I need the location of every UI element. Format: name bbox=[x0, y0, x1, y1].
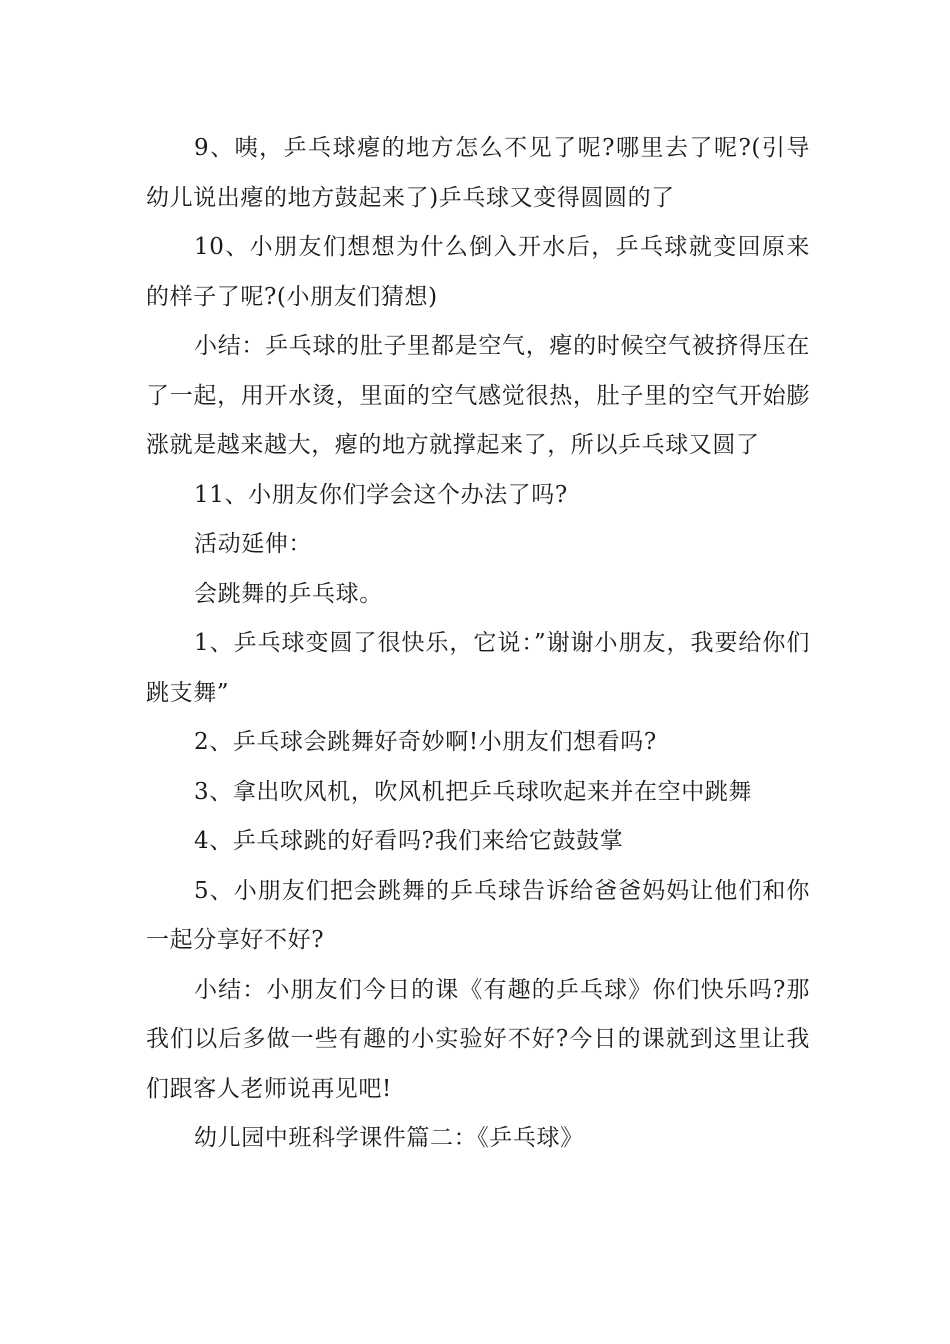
paragraph-item-9: 9、咦，乒乓球瘪的地方怎么不见了呢?哪里去了呢?(引导幼儿说出瘪的地方鼓起来了)乒乓球又变得圆圆的了 bbox=[146, 135, 810, 211]
section-heading-extension: 活动延伸： bbox=[194, 531, 312, 557]
paragraph-step-1: 1、乒乓球变圆了很快乐，它说：”谢谢小朋友，我要给你们跳支舞” bbox=[146, 630, 810, 706]
paragraph-step-3: 3、拿出吹风机，吹风机把乒乓球吹起来并在空中跳舞 bbox=[194, 778, 753, 805]
paragraph-step-4: 4、乒乓球跳的好看吗?我们来给它鼓鼓掌 bbox=[194, 828, 624, 854]
section-heading-part-two: 幼儿园中班科学课件篇二：《乒乓球》 bbox=[194, 1125, 584, 1151]
document-body bbox=[146, 124, 810, 1164]
paragraph-step-2: 2、乒乓球会跳舞好奇妙啊!小朋友们想看吗? bbox=[194, 729, 657, 755]
activity-title: 会跳舞的乒乓球。 bbox=[194, 580, 383, 607]
paragraph-item-10: 10、小朋友们想想为什么倒入开水后，乒乓球就变回原来的样子了呢?(小朋友们猜想) bbox=[146, 234, 810, 310]
paragraph-step-5: 5、小朋友们把会跳舞的乒乓球告诉给爸爸妈妈让他们和你一起分享好不好? bbox=[146, 877, 810, 953]
paragraph-summary-2: 小结：小朋友们今日的课《有趣的乒乓球》你们快乐吗?那我们以后多做一些有趣的小实验好不好?今日的课就到这里让我们跟客人老师说再见吧! bbox=[146, 976, 810, 1102]
paragraph-item-11: 11、小朋友你们学会这个办法了吗? bbox=[194, 481, 568, 508]
paragraph-summary-1: 小结：乒乓球的肚子里都是空气，瘪的时候空气被挤得压在了一起，用开水烫，里面的空气感觉很热，肚子里的空气开始膨涨就是越来越大，瘪的地方就撑起来了，所以乒乓球又圆了 bbox=[146, 333, 810, 458]
